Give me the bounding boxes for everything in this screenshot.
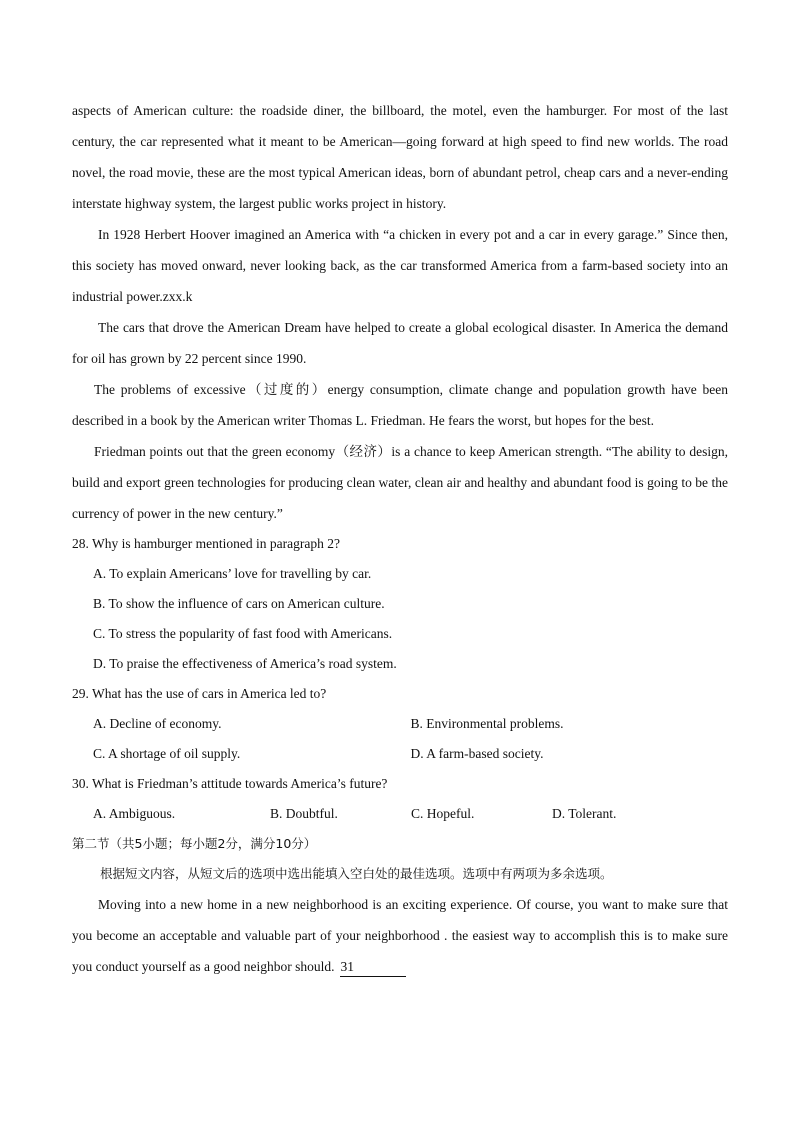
passage-paragraph-2: In 1928 Herbert Hoover imagined an America with “a chicken in every pot and a car in every garage.” Since then, this society has moved onward, never looking back, as the car transformed America from a farm-based society into an industrial power.zxx.k [72,227,728,304]
question-28-option-b: B. To show the influence of cars on American culture. [93,596,385,611]
question-30-option-a: A. Ambiguous. [93,806,176,821]
question-28-option-a: A. To explain Americans’ love for travelling by car. [93,566,372,581]
question-29-stem: 29. What has the use of cars in America led to? [72,686,327,701]
question-30-option-b: B. Doubtful. [270,806,338,821]
question-29-options-row-1 [72,709,728,739]
question-28-option-d: D. To praise the effectiveness of America’s road system. [93,656,397,671]
question-29-option-c: C. A shortage of oil supply. [93,746,241,761]
question-28 [72,529,728,679]
question-28-option-c: C. To stress the popularity of fast food with Americans. [93,626,393,641]
section-2-instruction: 根据短文内容，从短文后的选项中选出能填入空白处的最佳选项。选项中有两项为多余选项。 [100,866,613,881]
section-2-passage-text: Moving into a new home in a new neighborhood is an exciting experience. Of course, you want to make sure that you become an acceptable and valuable part of your neighborhood . the easiest way to accomplish this is to make sure you conduct yourself as a good neighbor should. [72,897,728,974]
question-29-options-row-2 [72,739,728,769]
question-30-option-c: C. Hopeful. [411,806,475,821]
passage-paragraph-3: The cars that drove the American Dream have helped to create a global ecological disaster. In America the demand for oil has grown by 22 percent since 1990. [72,320,728,366]
question-29-option-b: B. Environmental problems. [410,716,564,731]
question-28-stem: 28. Why is hamburger mentioned in paragraph 2? [72,536,340,551]
passage-paragraph-5: Friedman points out that the green economy（经济）is a chance to keep American strength. “The ability to design, build and export green technologies for producing clean water, clean air and healthy and abundant food is going to be the currency of power in the new century.” [72,444,728,521]
question-29-option-a: A. Decline of economy. [93,716,222,731]
passage-paragraph-4: The problems of excessive（过度的）energy consumption, climate change and population growth have been described in a book by the American writer Thomas L. Friedman. He fears the worst, but hopes for the best. [72,382,728,428]
passage-paragraph-1: aspects of American culture: the roadside diner, the billboard, the motel, even the hamburger. For most of the last century, the car represented what it meant to be American—going forward at high speed to find new worlds. The road novel, the road movie, these are the most typical American ideas, born of abundant petrol, cheap cars and a never-ending interstate highway system, the largest public works project in history. [72,103,728,211]
question-29 [72,679,728,769]
blank-31: 31 [340,958,406,977]
question-30 [72,769,728,829]
question-30-options-row [72,799,728,829]
question-29-option-d: D. A farm-based society. [410,746,544,761]
question-30-stem: 30. What is Friedman’s attitude towards America’s future? [72,776,388,791]
question-30-option-d: D. Tolerant. [552,806,617,821]
section-2-passage [72,889,728,982]
document-page [72,95,728,982]
section-2-heading: 第二节（共5小题；每小题2分，满分10分） [72,836,317,851]
